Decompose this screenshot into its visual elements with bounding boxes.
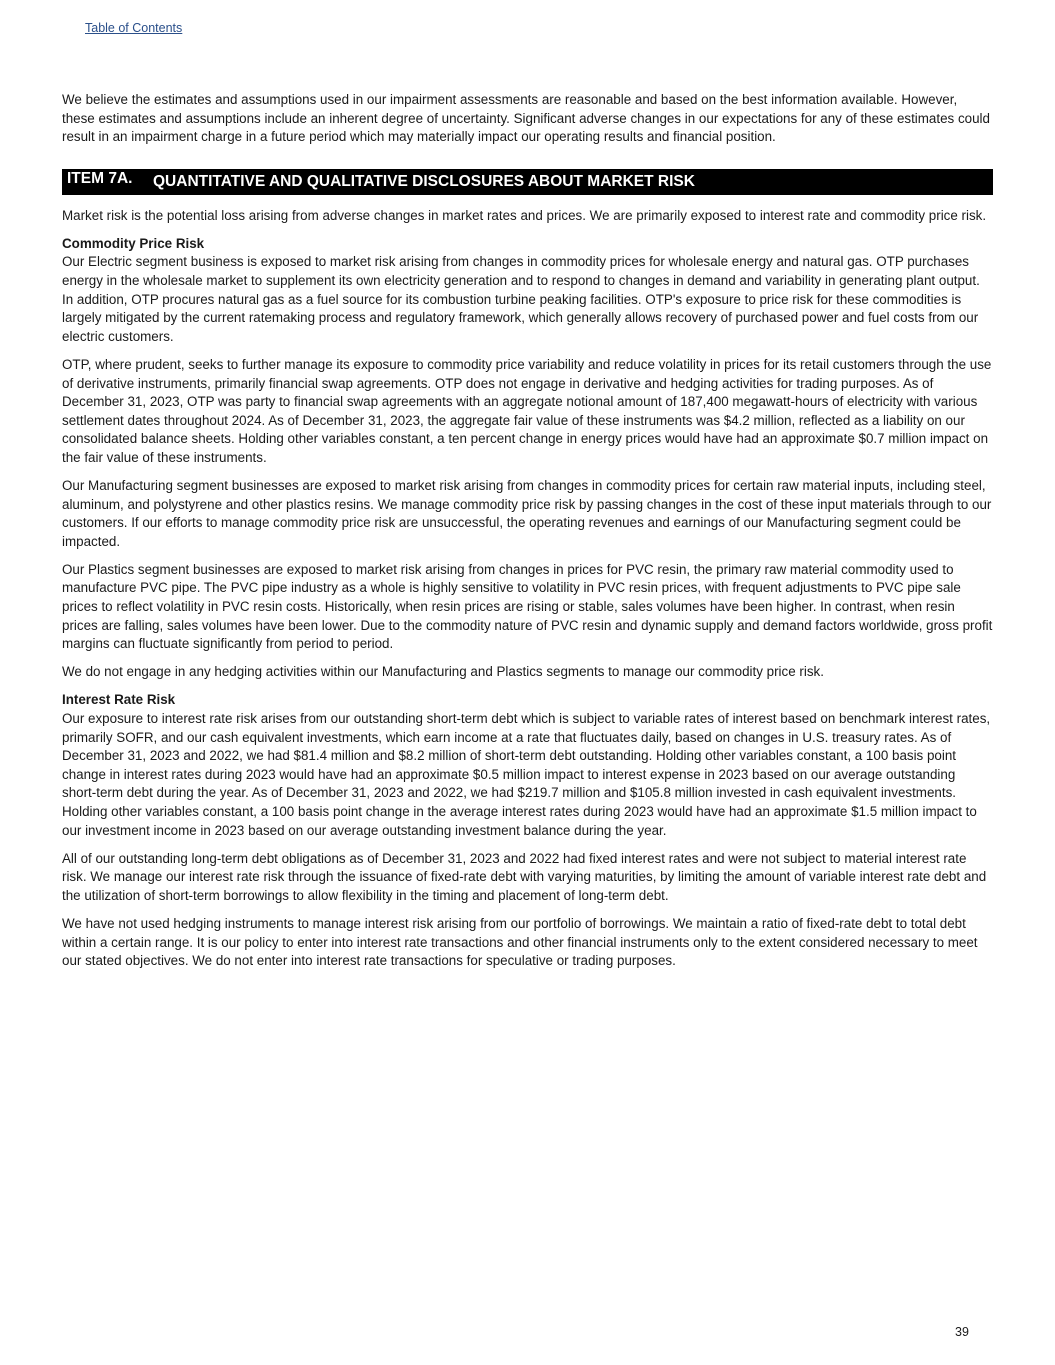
commodity-paragraph-3: Our Manufacturing segment businesses are exposed to market risk arising from changes in commodity prices for certain raw material inputs, including steel, aluminum, and polystyrene and other plastics resins. We manage commodity price risk by passing changes in the cost of these input materials through to our customers. If our efforts to manage commodity price risk are unsuccessful, the operating revenues and earnings of our Manufacturing segment could be impacted. [62, 478, 992, 549]
document-body [62, 91, 993, 980]
page-number: 39 [955, 1325, 969, 1339]
market-risk-intro: Market risk is the potential loss arising from adverse changes in market rates and prices. We are primarily exposed to interest rate and commodity price risk. [62, 207, 987, 223]
interest-paragraph-1-text: Our exposure to interest rate risk arises from our outstanding short-term debt which is subject to variable rates of interest based on benchmark interest rates, primarily SOFR, and our cash equivalent investments, which earn income at a rate that fluctuates daily, based on changes in U.S. treasury rates. As of December 31, 2023 and 2022, we had $81.4 million and $8.2 million of short-term debt outstanding. Holding other variables constant, a 100 basis point change in interest rates during 2023 would have had an approximate $0.5 million impact to interest expense in 2023 based on our average outstanding short-term debt during the year. As of December 31, 2023 and 2022, we had $219.7 million and $105.8 million invested in cash equivalent investments. Holding other variables constant, a 100 basis point change in the average interest rates during 2023 would have had an approximate $1.5 million impact to our investment income in 2023 based on our average outstanding investment balance during the year. [62, 711, 991, 838]
interest-paragraph-2: All of our outstanding long-term debt obligations as of December 31, 2023 and 2022 had fixed interest rates and were not subject to material interest rate risk. We manage our interest rate risk through the issuance of fixed-rate debt with varying maturities, by limiting the amount of variable interest rate debt and the utilization of short-term borrowings to allow flexibility in the timing and placement of long-term debt. [62, 850, 987, 903]
commodity-price-risk-heading: Commodity Price Risk [62, 235, 205, 251]
intro-paragraph: We believe the estimates and assumptions used in our impairment assessments are reasonable and based on the best information available. However, these estimates and assumptions include an inherent degree of uncertainty. Significant adverse changes in our expectations for any of these estimates could result in an impairment charge in a future period which may materially impact our operating results and financial position. [62, 92, 990, 145]
table-of-contents-link[interactable]: Table of Contents [85, 21, 183, 35]
interest-rate-risk-heading: Interest Rate Risk [62, 692, 176, 708]
interest-paragraph-1 [62, 691, 993, 840]
commodity-paragraph-1 [62, 235, 993, 347]
interest-paragraph-3: We have not used hedging instruments to manage interest risk arising from our portfolio of borrowings. We maintain a ratio of fixed-rate debt to total debt within a certain range. It is our policy to enter into interest rate transactions and other financial instruments only to the extent considered necessary to meet our stated objectives. We do not enter into interest rate transactions for speculative or trading purposes. [62, 915, 978, 969]
item-7a-heading [62, 169, 993, 195]
commodity-paragraph-1-text: Our Electric segment business is exposed to market risk arising from changes in commodity prices for wholesale energy and natural gas. OTP purchases energy in the wholesale market to supplement its own electricity generation and to respond to changes in demand and variability in generating plant output. In addition, OTP procures natural gas as a fuel source for its combustion turbine peaking facilities. OTP's exposure to price risk for these commodities is largely mitigated by the current ratemaking process and regulatory framework, which generally allows recovery of purchased power and fuel costs from our electric customers. [62, 254, 980, 344]
commodity-paragraph-5: We do not engage in any hedging activities within our Manufacturing and Plastics segments to manage our commodity price risk. [62, 664, 824, 680]
item-number: ITEM 7A. [67, 170, 133, 188]
item-title: QUANTITATIVE AND QUALITATIVE DISCLOSURES ABOUT MARKET RISK [153, 173, 695, 191]
commodity-paragraph-2: OTP, where prudent, seeks to further manage its exposure to commodity price variability and reduce volatility in prices for its retail customers through the use of derivative instruments, primarily financial swap agreements. OTP does not engage in derivative and hedging activities for trading purposes. As of December 31, 2023, OTP was party to financial swap agreements with an aggregate notional amount of 187,400 megawatt-hours of electricity with various settlement dates throughout 2024. As of December 31, 2023, the aggregate fair value of these instruments was $4.2 million, reflected as a liability on our consolidated balance sheets. Holding other variables constant, a ten percent change in energy prices would have had an approximate $0.7 million impact on the fair value of these instruments. [62, 356, 992, 465]
commodity-paragraph-4: Our Plastics segment businesses are exposed to market risk arising from changes in prices for PVC resin, the primary raw material commodity used to manufacture PVC pipe. The PVC pipe industry as a whole is highly sensitive to volatility in PVC resin prices, with frequent adjustments to PVC pipe sale prices to reflect volatility in PVC resin costs. Historically, when resin prices are rising or stable, sales volumes have been higher. In contrast, when resin prices are falling, sales volumes have been lower. Due to the commodity nature of PVC resin and dynamic supply and demand factors worldwide, gross profit margins can fluctuate significantly from period to period. [62, 561, 993, 652]
